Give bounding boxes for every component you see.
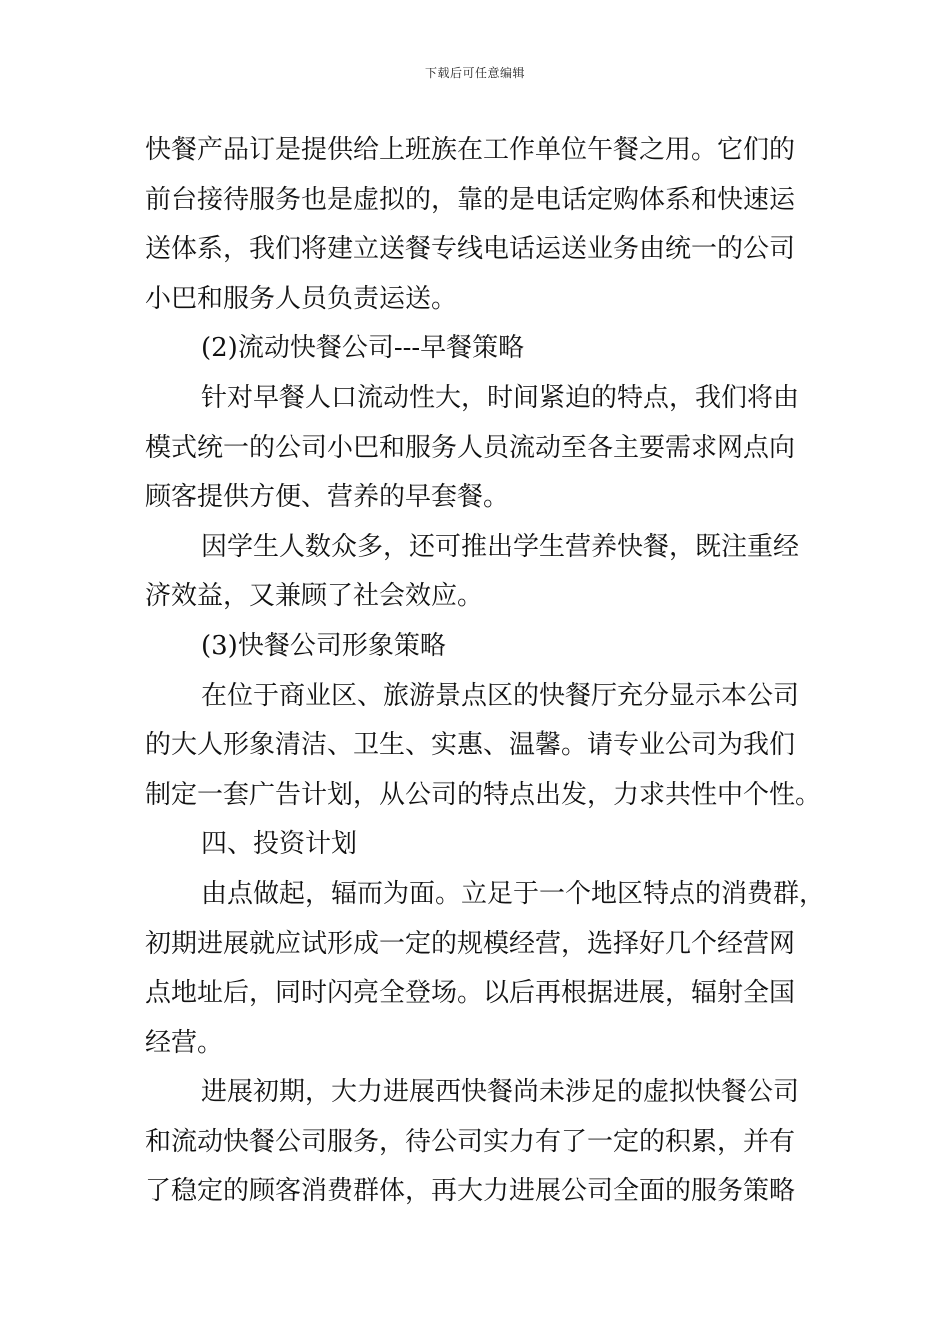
text-line: 模式统一的公司小巴和服务人员流动至各主要需求网点向 xyxy=(145,432,796,463)
section-heading: (2)流动快餐公司---早餐策略 xyxy=(201,333,525,364)
document-body xyxy=(145,126,826,1217)
text-line: 经营。 xyxy=(145,1027,224,1058)
text-line: 了稳定的顾客消费群体，再大力进展公司全面的服务策略 xyxy=(145,1176,796,1207)
text-line: 制定一套广告计划，从公司的特点出发，力求共性中个性。 xyxy=(145,779,822,810)
page-header: 下载后可任意编辑 xyxy=(424,66,525,80)
text-line: 点地址后，同时闪亮全登场。以后再根据进展，辐射全国 xyxy=(145,978,796,1009)
text-line: 前台接待服务也是虚拟的，靠的是电话定购体系和快速运 xyxy=(145,184,796,215)
section-heading: (3)快餐公司形象策略 xyxy=(201,630,446,661)
text-line: 针对早餐人口流动性大，时间紧迫的特点，我们将由 xyxy=(201,382,800,413)
text-line: 由点做起，辐而为面。立足于一个地区特点的消费群， xyxy=(201,878,826,909)
text-line: 顾客提供方便、营养的早套餐。 xyxy=(145,482,510,513)
text-line: 初期进展就应试形成一定的规模经营，选择好几个经营网 xyxy=(145,928,796,959)
text-line: 送体系，我们将建立送餐专线电话运送业务由统一的公司 xyxy=(145,234,796,265)
text-line: 快餐产品订是提供给上班族在工作单位午餐之用。它们的 xyxy=(145,135,796,165)
text-line: 的大人形象清洁、卫生、实惠、温馨。请专业公司为我们 xyxy=(145,730,796,761)
text-line: 和流动快餐公司服务，待公司实力有了一定的积累，并有 xyxy=(145,1126,796,1157)
text-line: 进展初期，大力进展西快餐尚未涉足的虚拟快餐公司 xyxy=(201,1077,800,1108)
text-line: 因学生人数众多，还可推出学生营养快餐，既注重经 xyxy=(201,531,800,562)
section-heading: 四、投资计划 xyxy=(201,829,358,860)
text-line: 济效益，又兼顾了社会效应。 xyxy=(145,581,484,612)
text-line: 在位于商业区、旅游景点区的快餐厅充分显示本公司 xyxy=(201,680,800,711)
text-line: 小巴和服务人员负责运送。 xyxy=(145,283,458,314)
